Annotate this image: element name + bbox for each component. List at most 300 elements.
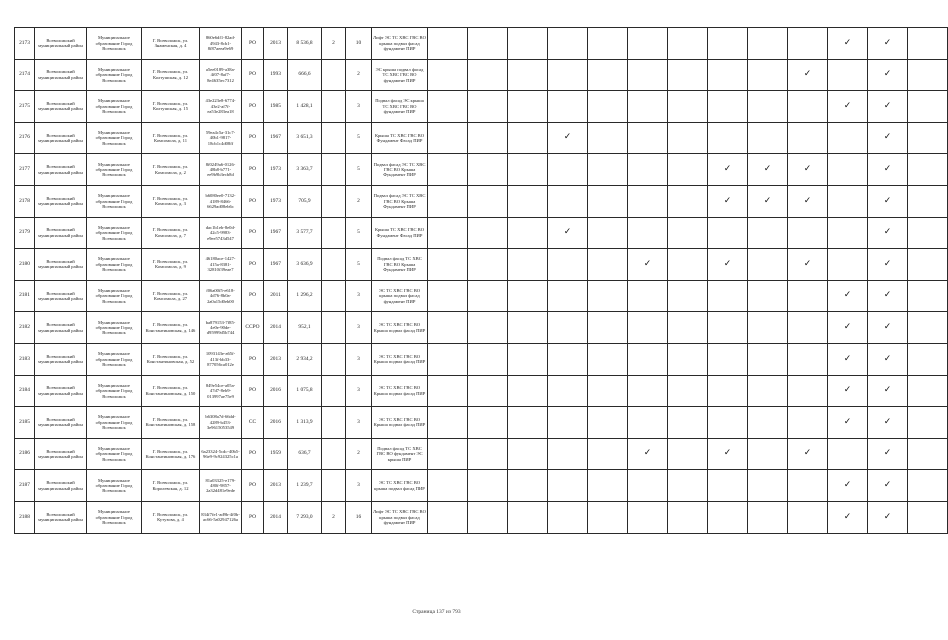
floors-cell: 3	[346, 407, 372, 439]
address-cell: Г. Всеволожск, ул. Комсомола, д. 7	[142, 217, 200, 249]
checkmark-icon: ✓	[708, 185, 748, 217]
work-type-cell	[548, 185, 588, 217]
work-type-cell	[908, 185, 948, 217]
floors-cell: 3	[346, 312, 372, 344]
build-year-cell: 1967	[264, 217, 288, 249]
work-type-cell	[428, 312, 468, 344]
work-type-cell	[468, 280, 508, 312]
house-id-cell: 1093143e-a65f-413f-bb33-877056ca012e	[200, 343, 242, 375]
area-cell: 1 239,7	[288, 470, 322, 502]
table-row	[15, 375, 948, 407]
address-cell: Г. Всеволожск, ул. Константиновская, д. 150	[142, 375, 200, 407]
table-row	[15, 122, 948, 154]
area-cell: 3 636,9	[288, 249, 322, 281]
work-type-cell	[508, 154, 548, 186]
address-cell: Г. Всеволожск, ул. Константиновская, д. 176	[142, 438, 200, 470]
work-type-cell	[788, 122, 828, 154]
house-id-cell: 59ea4c5a-31c7-40b1-9817-18cb1c4d08ff	[200, 122, 242, 154]
checkmark-icon: ✓	[548, 217, 588, 249]
lifts-count-cell	[322, 154, 346, 186]
checkmark-icon: ✓	[708, 249, 748, 281]
row-number-cell: 2186	[15, 438, 35, 470]
works-list-cell: Крыша ТС ХВС ГВС ВО Фундамент Фасад ПИР	[372, 122, 428, 154]
fund-type-cell: СС	[242, 407, 264, 439]
work-type-cell	[508, 59, 548, 91]
floors-cell: 3	[346, 280, 372, 312]
checkmark-icon: ✓	[868, 154, 908, 186]
checkmark-icon: ✓	[708, 154, 748, 186]
work-type-cell	[908, 59, 948, 91]
row-number-cell: 2187	[15, 470, 35, 502]
build-year-cell: 1967	[264, 249, 288, 281]
settlement-cell: Муниципальное образование Город Всеволожск	[87, 407, 142, 439]
district-cell: Всеволожский муниципальный район	[35, 407, 87, 439]
area-cell: 3 577,7	[288, 217, 322, 249]
table-row	[15, 343, 948, 375]
work-type-cell	[468, 249, 508, 281]
row-number-cell: 2183	[15, 343, 35, 375]
settlement-cell: Муниципальное образование Город Всеволожск	[87, 375, 142, 407]
work-type-cell	[588, 217, 628, 249]
work-type-cell	[748, 122, 788, 154]
checkmark-icon: ✓	[868, 438, 908, 470]
work-type-cell	[668, 185, 708, 217]
area-cell: 952,1	[288, 312, 322, 344]
district-cell: Всеволожский муниципальный район	[35, 375, 87, 407]
build-year-cell: 2013	[264, 470, 288, 502]
work-type-cell	[508, 249, 548, 281]
work-type-cell	[748, 249, 788, 281]
house-id-cell: 849e54ce-a05a-47d7-8eb9-013997ae75e9	[200, 375, 242, 407]
district-cell: Всеволожский муниципальный район	[35, 154, 87, 186]
works-list-cell: Лифт ЭС ТС ХВС ГВС ВО крыша подвал фасад фундамент ПИР	[372, 501, 428, 533]
lifts-count-cell: 2	[322, 501, 346, 533]
work-type-cell	[628, 470, 668, 502]
work-type-cell	[708, 217, 748, 249]
checkmark-icon: ✓	[868, 91, 908, 123]
work-type-cell	[508, 91, 548, 123]
lifts-count-cell: 2	[322, 28, 346, 60]
works-list-cell: Подвал фасад ЭС ТС ХВС ГВС ВО Крыша Фундамент ПИР	[372, 154, 428, 186]
build-year-cell: 1973	[264, 154, 288, 186]
district-cell: Всеволожский муниципальный район	[35, 217, 87, 249]
work-type-cell	[468, 59, 508, 91]
fund-type-cell: РО	[242, 280, 264, 312]
work-type-cell	[788, 375, 828, 407]
district-cell: Всеволожский муниципальный район	[35, 185, 87, 217]
work-type-cell	[628, 122, 668, 154]
work-type-cell	[428, 438, 468, 470]
lifts-count-cell	[322, 470, 346, 502]
row-number-cell: 2184	[15, 375, 35, 407]
checkmark-icon: ✓	[868, 343, 908, 375]
work-type-cell	[668, 122, 708, 154]
checkmark-icon: ✓	[868, 470, 908, 502]
checkmark-icon: ✓	[788, 438, 828, 470]
work-type-cell	[548, 91, 588, 123]
area-cell: 1 075,8	[288, 375, 322, 407]
work-type-cell	[828, 122, 868, 154]
row-number-cell: 2178	[15, 185, 35, 217]
fund-type-cell: РО	[242, 375, 264, 407]
row-number-cell: 2174	[15, 59, 35, 91]
work-type-cell	[708, 470, 748, 502]
work-type-cell	[428, 154, 468, 186]
floors-cell: 3	[346, 375, 372, 407]
table-row	[15, 312, 948, 344]
works-list-cell: ЭС ТС ХВС ГВС ВО Крыша подвал фасад ПИР	[372, 343, 428, 375]
work-type-cell	[468, 470, 508, 502]
work-type-cell	[468, 217, 508, 249]
fund-type-cell: ССРО	[242, 312, 264, 344]
fund-type-cell: РО	[242, 28, 264, 60]
house-id-cell: b6308a7d-66dd-4289-b453-3e9615053549	[200, 407, 242, 439]
table-row	[15, 91, 948, 123]
address-cell: Г. Всеволожск, ул. Комсомола, д. 9	[142, 249, 200, 281]
area-cell: 1 296,2	[288, 280, 322, 312]
address-cell: Г. Всеволожск, ул. Константиновская, д. 146	[142, 312, 200, 344]
district-cell: Всеволожский муниципальный район	[35, 501, 87, 533]
checkmark-icon: ✓	[828, 501, 868, 533]
work-type-cell	[908, 438, 948, 470]
work-type-cell	[628, 501, 668, 533]
work-type-cell	[908, 154, 948, 186]
work-type-cell	[908, 312, 948, 344]
address-cell: Г. Всеволожск, ул. Константиновская, д. 158	[142, 407, 200, 439]
settlement-cell: Муниципальное образование Город Всеволожск	[87, 343, 142, 375]
work-type-cell	[828, 249, 868, 281]
work-type-cell	[748, 470, 788, 502]
lifts-count-cell	[322, 343, 346, 375]
table-row	[15, 407, 948, 439]
work-type-cell	[428, 28, 468, 60]
table-row	[15, 28, 948, 60]
fund-type-cell: РО	[242, 122, 264, 154]
checkmark-icon: ✓	[868, 59, 908, 91]
work-type-cell	[468, 28, 508, 60]
checkmark-icon: ✓	[828, 91, 868, 123]
checkmark-icon: ✓	[788, 185, 828, 217]
address-cell: Г. Всеволожск, ул. Колтушская, д. 12	[142, 59, 200, 91]
settlement-cell: Муниципальное образование Город Всеволожск	[87, 249, 142, 281]
row-number-cell: 2173	[15, 28, 35, 60]
address-cell: Г. Всеволожск, ул. Комсомола, д. 11	[142, 122, 200, 154]
work-type-cell	[548, 280, 588, 312]
district-cell: Всеволожский муниципальный район	[35, 312, 87, 344]
work-type-cell	[668, 375, 708, 407]
work-type-cell	[668, 249, 708, 281]
work-type-cell	[748, 91, 788, 123]
work-type-cell	[428, 375, 468, 407]
area-cell: 1 428,1	[288, 91, 322, 123]
work-type-cell	[668, 280, 708, 312]
work-type-cell	[588, 343, 628, 375]
address-cell: Г. Всеволожск, ул. Комсомола, д. 3	[142, 185, 200, 217]
work-type-cell	[668, 91, 708, 123]
program-table	[14, 27, 948, 534]
work-type-cell	[748, 501, 788, 533]
house-id-cell: 6a23324-5cdc-40b5-96e9-9c924325c1a	[200, 438, 242, 470]
work-type-cell	[428, 217, 468, 249]
work-type-cell	[788, 343, 828, 375]
work-type-cell	[428, 343, 468, 375]
lifts-count-cell	[322, 312, 346, 344]
build-year-cell: 2014	[264, 312, 288, 344]
work-type-cell	[628, 91, 668, 123]
settlement-cell: Муниципальное образование Город Всеволожск	[87, 438, 142, 470]
work-type-cell	[668, 59, 708, 91]
works-list-cell: Крыша ТС ХВС ГВС ВО Фундамент Фасад ПИР	[372, 217, 428, 249]
settlement-cell: Муниципальное образование Город Всеволожск	[87, 122, 142, 154]
work-type-cell	[668, 312, 708, 344]
build-year-cell: 1985	[264, 91, 288, 123]
work-type-cell	[628, 312, 668, 344]
work-type-cell	[908, 122, 948, 154]
work-type-cell	[468, 343, 508, 375]
work-type-cell	[508, 312, 548, 344]
work-type-cell	[588, 312, 628, 344]
checkmark-icon: ✓	[788, 59, 828, 91]
floors-cell: 2	[346, 438, 372, 470]
work-type-cell	[428, 185, 468, 217]
work-type-cell	[628, 217, 668, 249]
work-type-cell	[908, 217, 948, 249]
work-type-cell	[628, 185, 668, 217]
table-row	[15, 438, 948, 470]
works-list-cell: Подвал фасад ЭС крыша ТС ХВС ГВС ВО фундамент ПИР	[372, 91, 428, 123]
work-type-cell	[508, 343, 548, 375]
fund-type-cell: РО	[242, 91, 264, 123]
work-type-cell	[828, 154, 868, 186]
row-number-cell: 2175	[15, 91, 35, 123]
works-list-cell: ЭС крыша подвал фасад ТС ХВС ГВС ВО фундамент ПИР	[372, 59, 428, 91]
area-cell: 636,7	[288, 438, 322, 470]
checkmark-icon: ✓	[868, 217, 908, 249]
row-number-cell: 2176	[15, 122, 35, 154]
work-type-cell	[628, 375, 668, 407]
settlement-cell: Муниципальное образование Город Всеволожск	[87, 470, 142, 502]
work-type-cell	[468, 91, 508, 123]
address-cell: Г. Всеволожск, ул. Знаменская, д. 4	[142, 28, 200, 60]
build-year-cell: 2016	[264, 375, 288, 407]
fund-type-cell: РО	[242, 501, 264, 533]
work-type-cell	[548, 154, 588, 186]
work-type-cell	[708, 407, 748, 439]
area-cell: 3 651,3	[288, 122, 322, 154]
work-type-cell	[508, 217, 548, 249]
build-year-cell: 2013	[264, 28, 288, 60]
checkmark-icon: ✓	[828, 28, 868, 60]
checkmark-icon: ✓	[628, 438, 668, 470]
work-type-cell	[708, 280, 748, 312]
table-row	[15, 217, 948, 249]
work-type-cell	[468, 407, 508, 439]
work-type-cell	[628, 280, 668, 312]
work-type-cell	[508, 438, 548, 470]
work-type-cell	[788, 280, 828, 312]
build-year-cell: 2011	[264, 280, 288, 312]
build-year-cell: 1993	[264, 59, 288, 91]
works-list-cell: Подвал фасад ТС ХВС ГВС ВО фундамент ЭС крыша ПИР	[372, 438, 428, 470]
work-type-cell	[908, 501, 948, 533]
fund-type-cell: РО	[242, 343, 264, 375]
work-type-cell	[628, 343, 668, 375]
work-type-cell	[788, 407, 828, 439]
work-type-cell	[668, 438, 708, 470]
lifts-count-cell	[322, 375, 346, 407]
district-cell: Всеволожский муниципальный район	[35, 91, 87, 123]
work-type-cell	[668, 501, 708, 533]
work-type-cell	[708, 375, 748, 407]
work-type-cell	[588, 438, 628, 470]
settlement-cell: Муниципальное образование Город Всеволожск	[87, 91, 142, 123]
work-type-cell	[548, 343, 588, 375]
checkmark-icon: ✓	[748, 154, 788, 186]
work-type-cell	[588, 185, 628, 217]
work-type-cell	[468, 501, 508, 533]
area-cell: 2 934,2	[288, 343, 322, 375]
district-cell: Всеволожский муниципальный район	[35, 343, 87, 375]
work-type-cell	[748, 375, 788, 407]
checkmark-icon: ✓	[708, 438, 748, 470]
work-type-cell	[468, 312, 508, 344]
address-cell: Г. Всеволожск, ул. Константиновская, д. 52	[142, 343, 200, 375]
works-list-cell: Подвал фасад ЭС ТС ХВС ГВС ВО Крыша Фундамент ПИР	[372, 185, 428, 217]
area-cell: 705,9	[288, 185, 322, 217]
house-id-cell: f06a00f5-e618-4d76-8b0a-2a0a15d0eb00	[200, 280, 242, 312]
work-type-cell	[908, 280, 948, 312]
table-row	[15, 280, 948, 312]
fund-type-cell: РО	[242, 217, 264, 249]
work-type-cell	[908, 470, 948, 502]
district-cell: Всеволожский муниципальный район	[35, 280, 87, 312]
work-type-cell	[588, 501, 628, 533]
work-type-cell	[748, 28, 788, 60]
work-type-cell	[548, 28, 588, 60]
fund-type-cell: РО	[242, 154, 264, 186]
work-type-cell	[428, 407, 468, 439]
checkmark-icon: ✓	[868, 407, 908, 439]
lifts-count-cell	[322, 217, 346, 249]
work-type-cell	[588, 91, 628, 123]
work-type-cell	[468, 438, 508, 470]
floors-cell: 3	[346, 470, 372, 502]
work-type-cell	[508, 501, 548, 533]
work-type-cell	[468, 154, 508, 186]
work-type-cell	[628, 154, 668, 186]
checkmark-icon: ✓	[548, 122, 588, 154]
floors-cell: 2	[346, 59, 372, 91]
district-cell: Всеволожский муниципальный район	[35, 59, 87, 91]
work-type-cell	[588, 249, 628, 281]
build-year-cell: 2016	[264, 407, 288, 439]
work-type-cell	[428, 122, 468, 154]
settlement-cell: Муниципальное образование Город Всеволожск	[87, 312, 142, 344]
floors-cell: 5	[346, 154, 372, 186]
address-cell: Г. Всеволожск, ул. Комсомола, д. 27	[142, 280, 200, 312]
checkmark-icon: ✓	[788, 249, 828, 281]
work-type-cell	[748, 217, 788, 249]
work-type-cell	[428, 249, 468, 281]
work-type-cell	[788, 217, 828, 249]
lifts-count-cell	[322, 438, 346, 470]
work-type-cell	[668, 407, 708, 439]
fund-type-cell: РО	[242, 249, 264, 281]
settlement-cell: Муниципальное образование Город Всеволожск	[87, 154, 142, 186]
checkmark-icon: ✓	[828, 312, 868, 344]
district-cell: Всеволожский муниципальный район	[35, 28, 87, 60]
work-type-cell	[908, 249, 948, 281]
work-type-cell	[828, 185, 868, 217]
work-type-cell	[708, 501, 748, 533]
floors-cell: 5	[346, 122, 372, 154]
district-cell: Всеволожский муниципальный район	[35, 122, 87, 154]
work-type-cell	[628, 407, 668, 439]
house-id-cell: 834f7fe1-ad9b-4f0b-ac66-5a02947126a	[200, 501, 242, 533]
page-footer: Страница 137 из 793	[412, 609, 461, 615]
work-type-cell	[428, 501, 468, 533]
work-type-cell	[908, 28, 948, 60]
work-type-cell	[788, 312, 828, 344]
work-type-cell	[828, 59, 868, 91]
work-type-cell	[588, 59, 628, 91]
address-cell: Г. Всеволожск, ул. Колтушская, д. 15	[142, 91, 200, 123]
work-type-cell	[548, 312, 588, 344]
area-cell: 3 363,7	[288, 154, 322, 186]
row-number-cell: 2181	[15, 280, 35, 312]
floors-cell: 2	[346, 185, 372, 217]
work-type-cell	[428, 59, 468, 91]
lifts-count-cell	[322, 122, 346, 154]
checkmark-icon: ✓	[788, 154, 828, 186]
work-type-cell	[588, 28, 628, 60]
build-year-cell: 2013	[264, 343, 288, 375]
work-type-cell	[748, 407, 788, 439]
checkmark-icon: ✓	[868, 501, 908, 533]
house-id-cell: ba879153-7f85-4e0e-90de-d95999d5b744	[200, 312, 242, 344]
work-type-cell	[588, 122, 628, 154]
row-number-cell: 2182	[15, 312, 35, 344]
house-id-cell: b6080ee0-7132-4189-8466-6629ad08eb6c	[200, 185, 242, 217]
checkmark-icon: ✓	[828, 343, 868, 375]
checkmark-icon: ✓	[828, 470, 868, 502]
work-type-cell	[908, 375, 948, 407]
work-type-cell	[548, 470, 588, 502]
work-type-cell	[548, 249, 588, 281]
area-cell: 7 293,0	[288, 501, 322, 533]
work-type-cell	[628, 59, 668, 91]
table-row	[15, 154, 948, 186]
address-cell: Г. Всеволожск, ул. Королевская, д. 12	[142, 470, 200, 502]
work-type-cell	[788, 501, 828, 533]
settlement-cell: Муниципальное образование Город Всеволожск	[87, 217, 142, 249]
checkmark-icon: ✓	[868, 28, 908, 60]
settlement-cell: Муниципальное образование Город Всеволожск	[87, 59, 142, 91]
work-type-cell	[468, 375, 508, 407]
row-number-cell: 2188	[15, 501, 35, 533]
work-type-cell	[828, 217, 868, 249]
work-type-cell	[548, 438, 588, 470]
lifts-count-cell	[322, 59, 346, 91]
work-type-cell	[788, 28, 828, 60]
works-list-cell: Лифт ЭС ТС ХВС ГВС ВО крыша подвал фасад фундамент ПИР	[372, 28, 428, 60]
build-year-cell: 2014	[264, 501, 288, 533]
lifts-count-cell	[322, 249, 346, 281]
work-type-cell	[508, 280, 548, 312]
floors-cell: 10	[346, 28, 372, 60]
works-list-cell: Подвал фасад ТС ХВС ГВС ВО Крыша Фундамент ПИР	[372, 249, 428, 281]
house-id-cell: 46180ace-1427-415a-8381-32810f39eae7	[200, 249, 242, 281]
